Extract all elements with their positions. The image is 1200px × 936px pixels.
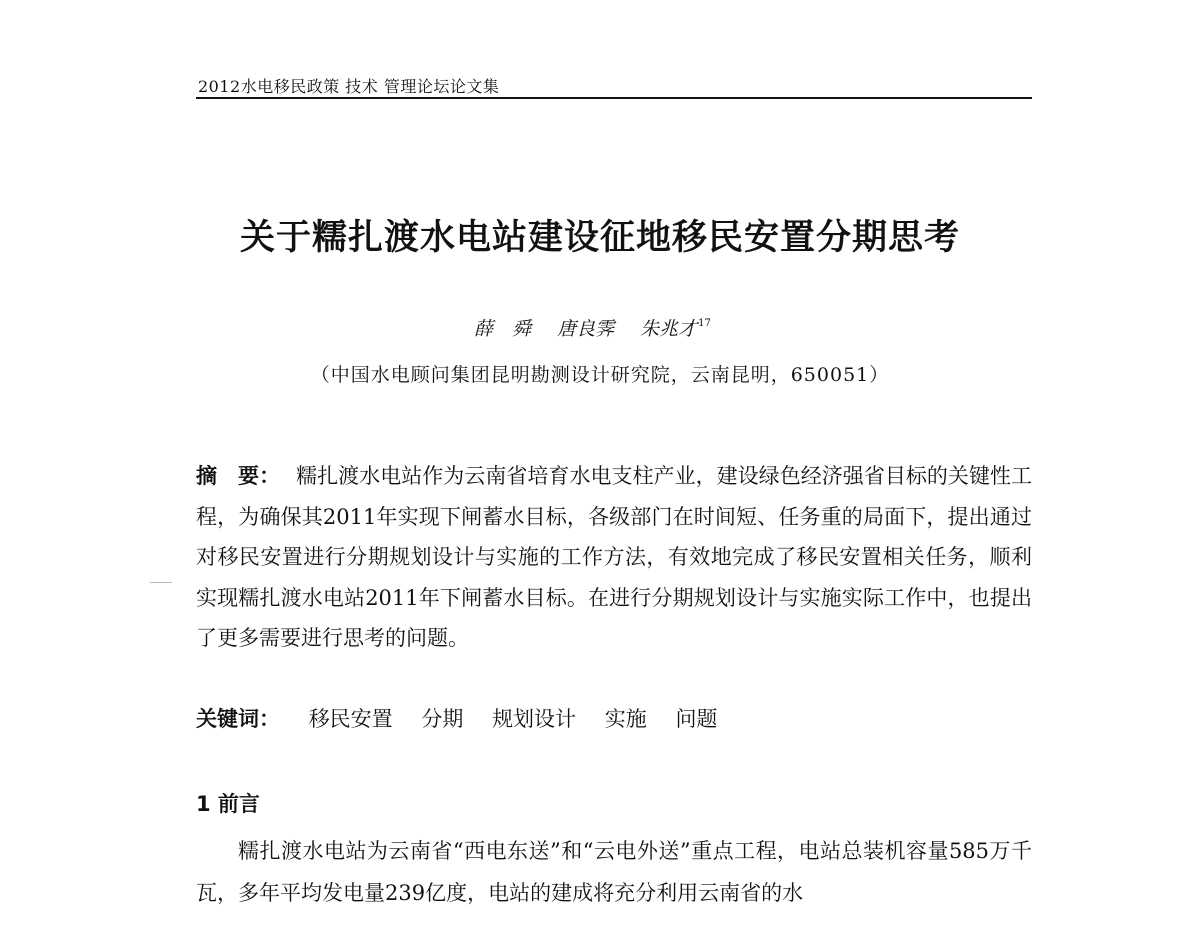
author-list	[474, 314, 711, 341]
keywords	[196, 703, 739, 733]
running-header: 2012水电移民政策 技术 管理论坛论文集	[198, 77, 500, 96]
keywords-label: 关键词：	[196, 707, 280, 731]
section-body-text: 糯扎渡水电站为云南省“西电东送”和“云电外送”重点工程，电站总装机容量585万千瓦，多年平均发电量239亿度，电站的建成将充分利用云南省的水	[196, 839, 1032, 905]
keyword: 问题	[675, 707, 718, 731]
keyword: 分期	[421, 707, 464, 731]
keyword: 实施	[604, 707, 647, 731]
keyword: 规划设计	[492, 707, 577, 731]
author-footnote-mark: 17	[698, 318, 711, 329]
abstract	[196, 456, 1032, 659]
author-name: 唐良霁	[557, 318, 615, 340]
paper-title: 关于糯扎渡水电站建设征地移民安置分期思考	[239, 218, 960, 258]
affiliation: （中国水电顾问集团昆明勘测设计研究院，云南昆明，650051）	[310, 364, 890, 386]
author-name: 薛 舜	[474, 318, 532, 340]
abstract-label: 摘 要：	[196, 464, 281, 488]
header-rule	[196, 97, 1032, 99]
scan-artifact	[150, 582, 172, 583]
keyword: 移民安置	[308, 707, 393, 731]
section-heading: 1 前言	[196, 792, 260, 816]
author-name: 朱兆才	[640, 318, 698, 340]
abstract-text: 糯扎渡水电站作为云南省培育水电支柱产业，建设绿色经济强省目标的关键性工程，为确保其2011年实现下闸蓄水目标，各级部门在时间短、任务重的局面下，提出通过对移民安置进行分期规划设计与实施的工作方法，有效地完成了移民安置相关任务，顺利实现糯扎渡水电站2011年下闸蓄水目标。在进行分期规划设计与实施实际工作中，也提出了更多需要进行思考的问题。	[196, 464, 1033, 650]
